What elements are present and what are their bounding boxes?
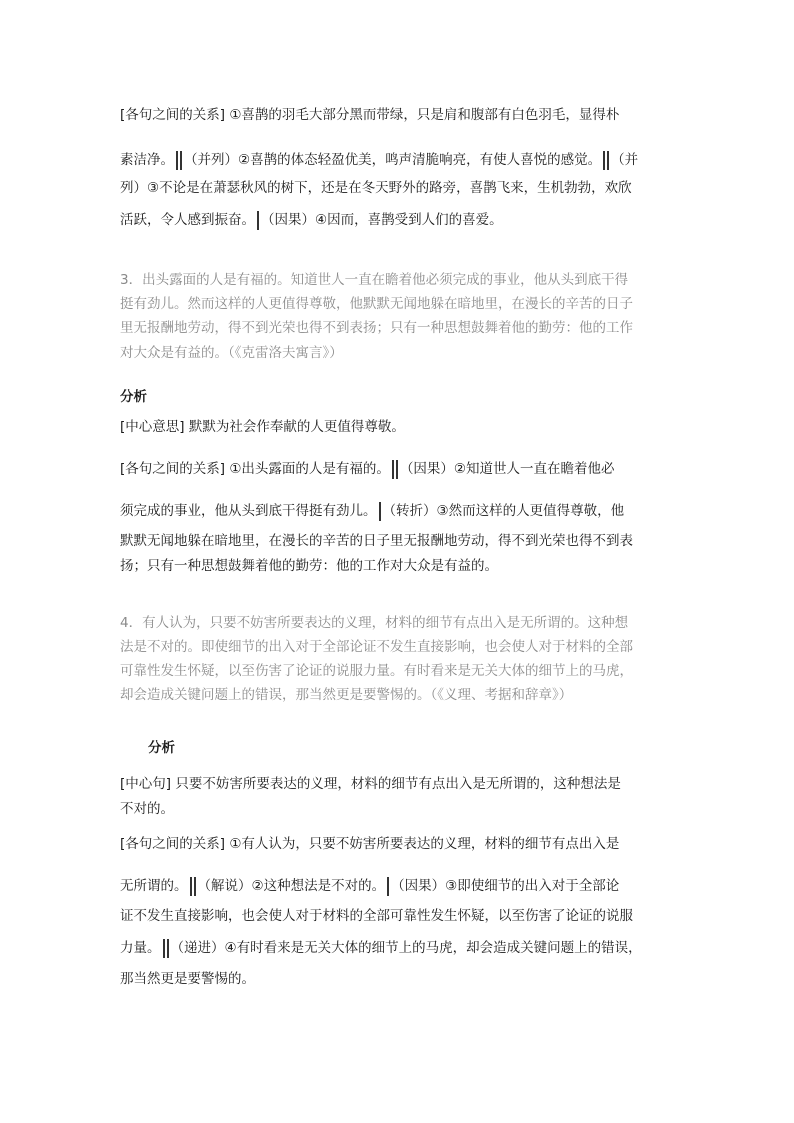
analysis4-center-line1: [中心句] 只要不妨害所要表达的义理，材料的细节有点出入是无所谓的，这种想法是 [120, 776, 621, 792]
block1-line4 [120, 210, 503, 230]
analysis4-heading: 分析 [148, 740, 175, 756]
analysis3-rel-line3: 默默无闻地躲在暗地里，在漫长的辛苦的日子里无报酬地劳动，得不到光荣也得不到表 [120, 533, 633, 549]
analysis4-center-line2: 不对的。 [120, 801, 174, 817]
analysis4-rel-line4a: 力量。 [120, 940, 161, 956]
analysis4-rel-line5: 那当然更是要警惕的。 [120, 971, 255, 987]
example3-line2: 挺有劲儿。然而这样的人更值得尊敬，他默默无闻地躲在暗地里，在漫长的辛苦的日子 [120, 296, 633, 312]
analysis4-rel-line4 [120, 938, 642, 958]
example3-line1: 3．出头露面的人是有福的。知道世人一直在瞻着他必须完成的事业，他从头到底干得 [120, 272, 629, 288]
block1-line1: [各句之间的关系] ①喜鹊的羽毛大部分黑而带绿，只是肩和腹部有白色羽毛，显得朴 [120, 107, 620, 123]
single-divider-mark [379, 502, 381, 521]
block1-line4b: （因果）④因而，喜鹊受到人们的喜爱。 [261, 212, 503, 228]
block1-line2a: 素洁净。 [120, 152, 174, 168]
block1-line2b: （并列）②喜鹊的体态轻盈优美，鸣声清脆响亮，有使人喜悦的感觉。 [184, 152, 602, 168]
analysis4-rel-line2 [120, 876, 619, 896]
single-divider-mark [387, 877, 389, 896]
double-divider-mark [163, 939, 169, 958]
analysis3-rel-line2b: （转折）③然而这样的人更值得尊敬，他 [382, 503, 625, 519]
block1-line3: 列）③不论是在萧瑟秋风的树下，还是在冬天野外的路旁，喜鹊飞来，生机勃勃，欢欣 [120, 180, 632, 196]
single-divider-mark [257, 211, 259, 230]
example3-line3: 里无报酬地劳动，得不到光荣也得不到表扬；只有一种思想鼓舞着他的勤劳：他的工作 [120, 320, 633, 336]
block1-line2c: （并 [611, 152, 639, 168]
analysis3-rel-line1b: （因果）②知道世人一直在瞻着他必 [399, 461, 615, 477]
analysis3-rel-line1a: [各句之间的关系] ①出头露面的人是有福的。 [120, 461, 390, 477]
example3-line4: 对大众是有益的。（《克雷洛夫寓言》） [120, 345, 343, 361]
double-divider-mark [190, 877, 196, 896]
analysis4-rel-line1: [各句之间的关系] ①有人认为，只要不妨害所要表达的义理，材料的细节有点出入是 [120, 836, 620, 852]
analysis4-rel-line2b: （解说）②这种想法是不对的。 [197, 878, 386, 894]
double-divider-mark [392, 460, 398, 479]
analysis3-rel-line2a: 须完成的事业，他从头到底干得挺有劲儿。 [120, 503, 377, 519]
analysis4-rel-line3: 证不发生直接影响，也会使人对于材料的全部可靠性发生怀疑，以至伤害了论证的说服 [120, 908, 633, 924]
analysis3-rel-line2 [120, 501, 624, 521]
analysis3-rel-line4: 扬；只有一种思想鼓舞着他的勤劳：他的工作对大众是有益的。 [120, 558, 498, 574]
analysis4-rel-line4b: （递进）④有时看来是无关大体的细节上的马虎，却会造成关键问题上的错误， [170, 940, 642, 956]
example4-line1: 4．有人认为，只要不妨害所要表达的义理，材料的细节有点出入是无所谓的。这种想 [120, 615, 629, 631]
analysis4-rel-line2c: （因果）③即使细节的出入对于全部论 [391, 878, 620, 894]
block1-line4a: 活跃，令人感到振奋。 [120, 212, 255, 228]
analysis3-rel-line1 [120, 459, 615, 479]
example4-line2: 法是不对的。即使细节的出入对于全部论证不发生直接影响，也会使人对于材料的全部 [120, 639, 633, 655]
analysis4-rel-line2a: 无所谓的。 [120, 878, 188, 894]
example4-line3: 可靠性发生怀疑，以至伤害了论证的说服力量。有时看来是无关大体的细节上的马虎， [120, 663, 633, 679]
analysis3-center: [中心意思] 默默为社会作奉献的人更值得尊敬。 [120, 419, 405, 435]
analysis3-heading: 分析 [120, 389, 147, 405]
example4-line4: 却会造成关键问题上的错误，那当然更是要警惕的。（《义理、考据和辞章》） [120, 687, 573, 703]
double-divider-mark [603, 151, 609, 170]
double-divider-mark [176, 151, 182, 170]
block1-line2 [120, 150, 638, 170]
